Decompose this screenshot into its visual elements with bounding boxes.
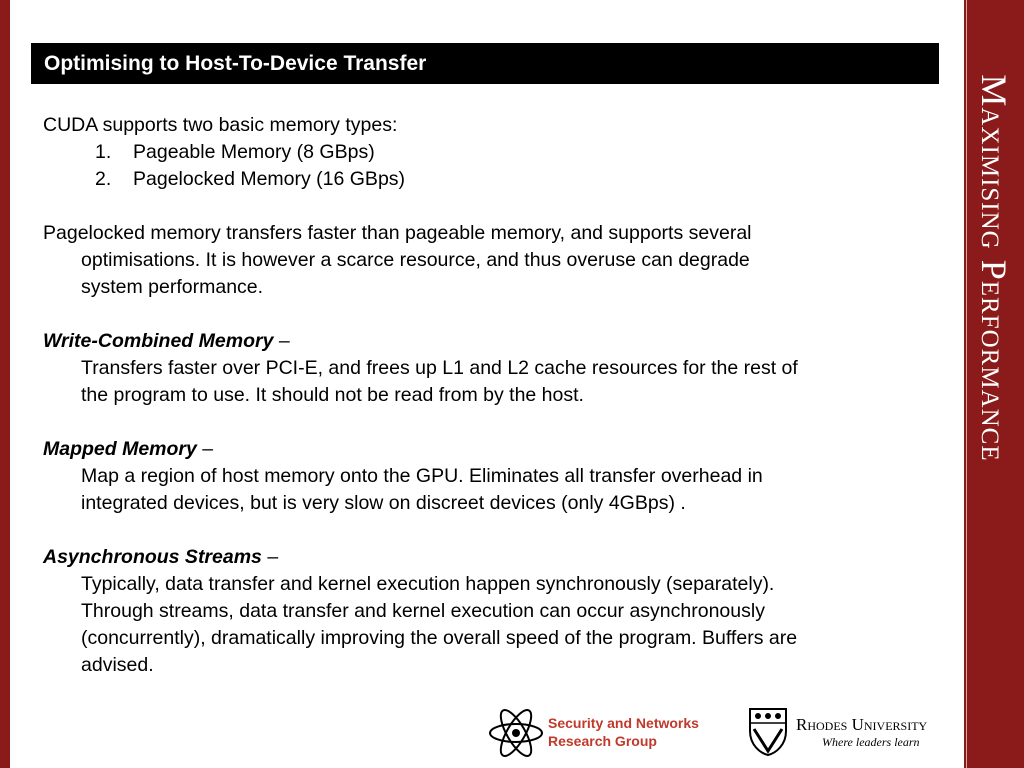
srg-logo bbox=[488, 706, 738, 760]
rhodes-logo bbox=[748, 707, 948, 761]
list-item-text: Pagelocked Memory (16 GBps) bbox=[133, 168, 406, 190]
intro-text: CUDA supports two basic memory types: bbox=[43, 114, 398, 136]
write-combined-line-1: Transfers faster over PCI-E, and frees up L1 and L2 cache resources for the rest of bbox=[81, 357, 798, 379]
write-combined-line-2: the program to use. It should not be read from by the host. bbox=[81, 384, 584, 406]
pagelocked-line-1: Pagelocked memory transfers faster than pageable memory, and supports several bbox=[43, 222, 752, 244]
left-accent-strip bbox=[0, 0, 10, 768]
shield-icon bbox=[748, 707, 788, 757]
write-combined-heading bbox=[43, 328, 943, 355]
side-title-text: Maximising Performance bbox=[974, 74, 1014, 462]
write-combined-title: Write-Combined Memory bbox=[43, 330, 274, 352]
rhodes-name: Rhodes University bbox=[796, 715, 928, 734]
async-line-3: (concurrently), dramatically improving the overall speed of the program. Buffers are bbox=[81, 627, 798, 649]
srg-name bbox=[548, 714, 699, 750]
srg-line-1: Security and Networks bbox=[548, 715, 699, 731]
side-title bbox=[964, 0, 1024, 768]
mapped-line-2: integrated devices, but is very slow on discreet devices (only 4GBps) . bbox=[81, 492, 686, 514]
mapped-line-1: Map a region of host memory onto the GPU. Eliminates all transfer overhead in bbox=[81, 465, 763, 487]
async-line-1: Typically, data transfer and kernel execution happen synchronously (separately). bbox=[81, 573, 775, 595]
pagelocked-line-3: system performance. bbox=[81, 276, 264, 298]
srg-line-2: Research Group bbox=[548, 733, 657, 749]
memory-types-list bbox=[43, 139, 943, 193]
async-title: Asynchronous Streams bbox=[43, 546, 262, 568]
write-combined-dash: – bbox=[273, 330, 290, 352]
async-line-2: Through streams, data transfer and kernel execution can occur asynchronously bbox=[81, 600, 765, 622]
list-item-text: Pageable Memory (8 GBps) bbox=[133, 141, 375, 163]
mapped-heading bbox=[43, 436, 943, 463]
slide-body bbox=[43, 112, 943, 679]
async-line-4: advised. bbox=[81, 654, 154, 676]
list-number: 1. bbox=[95, 141, 112, 163]
list-item bbox=[43, 166, 943, 193]
mapped-title: Mapped Memory bbox=[43, 438, 197, 460]
list-number: 2. bbox=[95, 168, 112, 190]
rhodes-tagline: Where leaders learn bbox=[822, 735, 920, 749]
pagelocked-line-2: optimisations. It is however a scarce resource, and thus overuse can degrade bbox=[81, 249, 750, 271]
mapped-dash: – bbox=[196, 438, 214, 460]
list-item bbox=[43, 139, 943, 166]
slide-title: Optimising to Host-To-Device Transfer bbox=[31, 43, 939, 84]
atom-icon bbox=[488, 706, 544, 760]
async-heading bbox=[43, 544, 943, 571]
async-dash: – bbox=[261, 546, 279, 568]
